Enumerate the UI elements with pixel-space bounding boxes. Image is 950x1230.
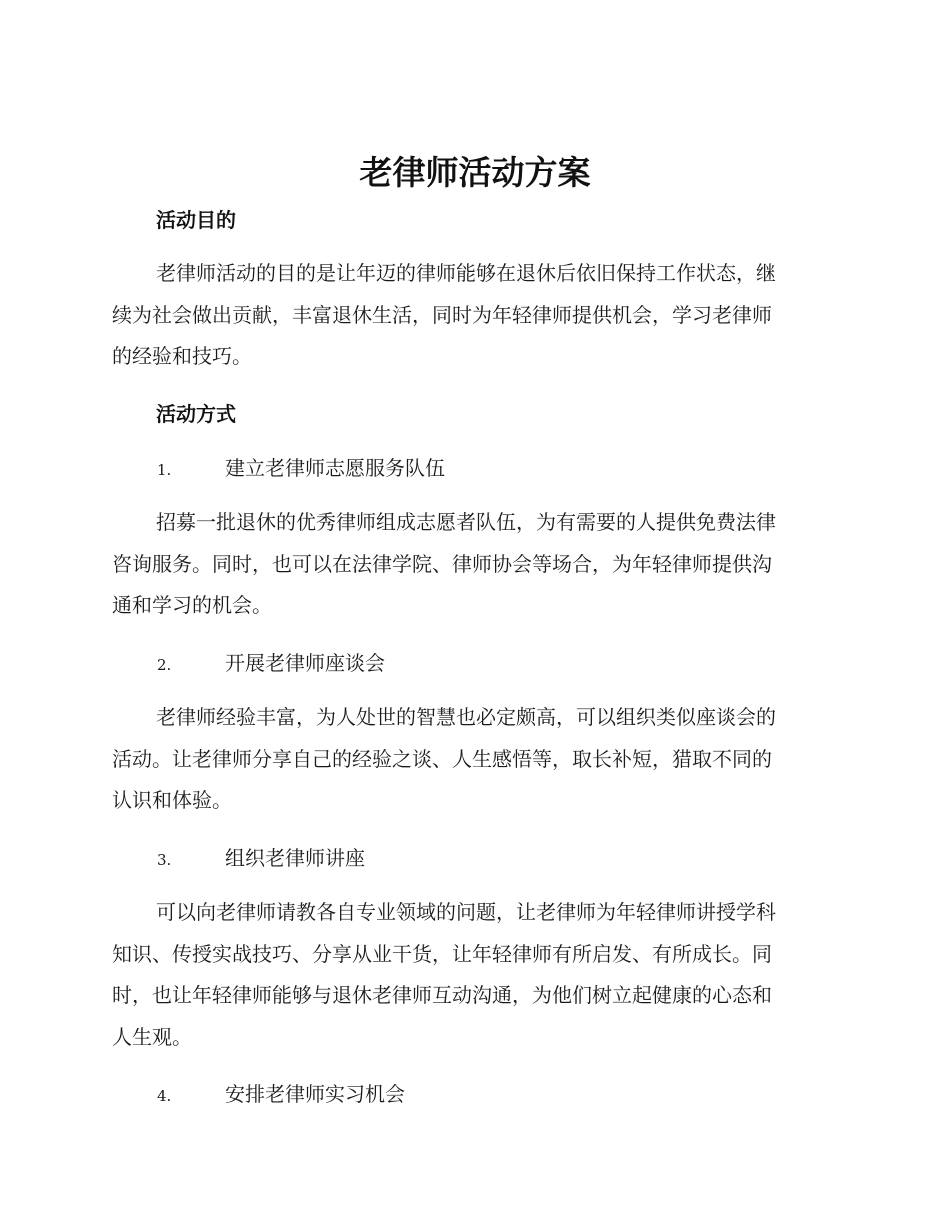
list-item-number: 3. <box>157 851 172 869</box>
paragraph-line: 通和学习的机会。 <box>112 593 272 617</box>
paragraph-purpose <box>112 253 830 378</box>
heading-methods: 活动方式 <box>156 402 236 426</box>
list-item-label: 组织老律师讲座 <box>225 846 365 870</box>
paragraph-line: 可以向老律师请教各自专业领域的问题，让老律师为年轻律师讲授学科 <box>156 900 776 924</box>
list-item-2 <box>157 648 385 680</box>
list-item-label: 安排老律师实习机会 <box>225 1082 405 1106</box>
paragraph-line: 知识、传授实战技巧、分享从业干货，让年轻律师有所启发、有所成长。同 <box>112 941 772 966</box>
list-item-label: 开展老律师座谈会 <box>225 651 385 675</box>
list-item-number: 1. <box>157 461 172 479</box>
paragraph-line: 咨询服务。同时，也可以在法律学院、律师协会等场合，为年轻律师提供沟 <box>112 551 772 576</box>
list-item-number: 2. <box>157 656 172 674</box>
document-title: 老律师活动方案 <box>359 153 591 192</box>
paragraph-line: 续为社会做出贡献，丰富退休生活，同时为年轻律师提供机会，学习老律师 <box>112 302 772 327</box>
list-item-label: 建立老律师志愿服务队伍 <box>225 456 445 480</box>
paragraph-line: 老律师经验丰富，为人处世的智慧也必定颇高，可以组织类似座谈会的 <box>156 705 776 729</box>
heading-purpose: 活动目的 <box>156 208 236 232</box>
paragraph-item-3 <box>112 892 830 1058</box>
paragraph-item-2 <box>112 697 830 822</box>
list-item-number: 4. <box>157 1087 172 1105</box>
paragraph-line: 老律师活动的目的是让年迈的律师能够在退休后依旧保持工作状态，继 <box>156 261 776 285</box>
paragraph-line: 认识和体验。 <box>112 788 232 812</box>
paragraph-line: 的经验和技巧。 <box>112 344 252 368</box>
paragraph-item-1 <box>112 502 830 627</box>
list-item-4 <box>157 1079 405 1111</box>
list-item-3 <box>157 843 365 875</box>
paragraph-line: 招募一批退休的优秀律师组成志愿者队伍，为有需要的人提供免费法律 <box>156 510 776 534</box>
paragraph-line: 人生观。 <box>112 1024 192 1049</box>
paragraph-line: 时，也让年轻律师能够与退休老律师互动沟通，为他们树立起健康的心态和 <box>112 983 772 1007</box>
paragraph-line: 活动。让老律师分享自己的经验之谈、人生感悟等，取长补短，猎取不同的 <box>112 746 772 771</box>
list-item-1 <box>157 453 445 485</box>
